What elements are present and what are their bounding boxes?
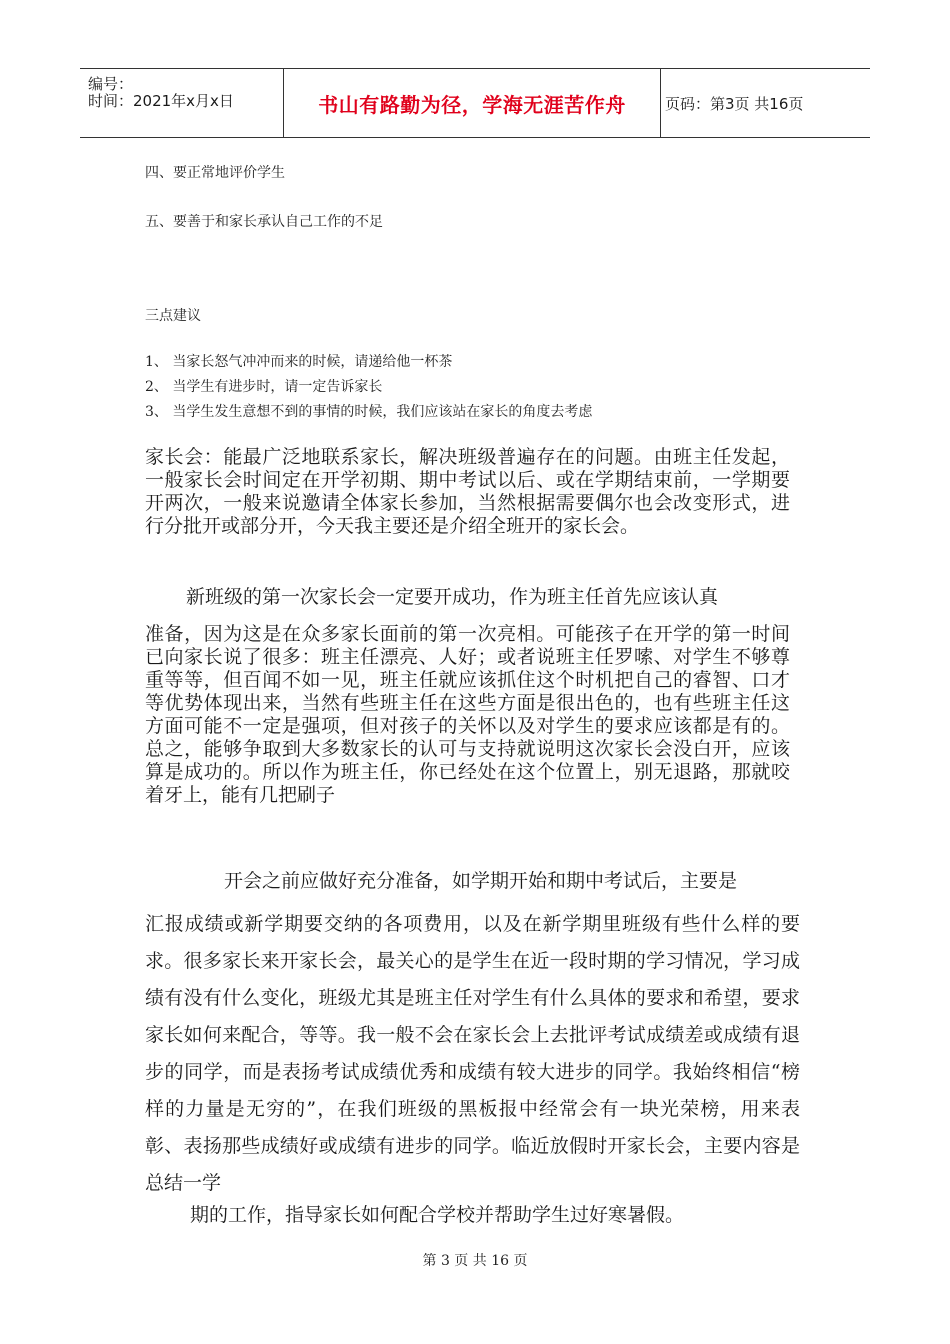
suggestion-2: 2、 当学生有进步时，请一定告诉家长 bbox=[145, 379, 383, 395]
page-footer: 第 3 页 共 16 页 bbox=[422, 1253, 528, 1269]
suggestion-1: 1、 当家长怒气冲冲而来的时候，请递给他一杯茶 bbox=[145, 354, 453, 370]
paragraph-preparation: 汇报成绩或新学期要交纳的各项费用，以及在新学期里班级有些什么样的要求。很多家长来开家长会，最关心的是学生在近一段时期的学习情况，学习成绩有没有什么变化，班级尤其是班主任对学生有什么具体的要求和希望，要求家长如何来配合，等等。我一般不会在家长会上去批评考试成绩差或成绩有退步的同学，而是表扬考试成绩优秀和成绩有较大进步的同学。我始终相信“榜样的力量是无穷的”，在我们班级的黑板报中经常会有一块光荣榜，用来表彰、表扬那些成绩好或成绩有进步的同学。临近放假时开家长会，主要内容是总结一学 bbox=[145, 913, 800, 1194]
motto-text: 书山有路勤为径，学海无涯苦作舟 bbox=[318, 92, 626, 117]
serial-label: 编号： bbox=[88, 75, 134, 93]
paragraph-new-class: 准备，因为这是在众多家长面前的第一次亮相。可能孩子在开学的第一时间已向家长说了很多：班主任漂亮、人好；或者说班主任罗嗦、对学生不够尊重等等，但百闻不如一见，班主任就应该抓住这个时机把自己的睿智、口才等优势体现出来，当然有些班主任在这些方面是很出色的，也有些班主任这方面可能不一定是强项，但对孩子的关怀以及对学生的要求应该都是有的。总之，能够争取到大多数家长的认可与支持就说明这次家长会没白开，应该算是成功的。所以作为班主任，你已经处在这个位置上，别无退路，那就咬着牙上，能有几把刷子 bbox=[145, 623, 790, 806]
header-meta bbox=[80, 69, 284, 137]
header-page bbox=[661, 69, 870, 137]
header-motto bbox=[284, 69, 661, 137]
paragraph-preparation-first-line: 开会之前应做好充分准备，如学期开始和期中考试后，主要是 bbox=[224, 870, 738, 892]
suggestions-title: 三点建议 bbox=[145, 308, 201, 324]
paragraph-new-class-first-line: 新班级的第一次家长会一定要开成功，作为班主任首先应该认真 bbox=[186, 586, 719, 608]
time-label: 时间：2021年x月x日 bbox=[88, 92, 234, 110]
suggestion-3: 3、 当学生发生意想不到的事情的时候，我们应该站在家长的角度去考虑 bbox=[145, 404, 593, 420]
page-header bbox=[80, 68, 870, 138]
paragraph-preparation-last-line: 期的工作，指导家长如何配合学校并帮助学生过好寒暑假。 bbox=[190, 1204, 685, 1226]
list-item-5: 五、要善于和家长承认自己工作的不足 bbox=[145, 214, 383, 230]
list-item-4: 四、要正常地评价学生 bbox=[145, 165, 285, 181]
paragraph-parent-meeting: 家长会：能最广泛地联系家长，解决班级普遍存在的问题。由班主任发起，一般家长会时间定在开学初期、期中考试以后、或在学期结束前，一学期要开两次，一般来说邀请全体家长参加，当然根据需要偶尔也会改变形式，进行分批开或部分开，今天我主要还是介绍全班开的家长会。 bbox=[145, 446, 790, 537]
page-label: 页码：第3页 共16页 bbox=[665, 94, 804, 113]
